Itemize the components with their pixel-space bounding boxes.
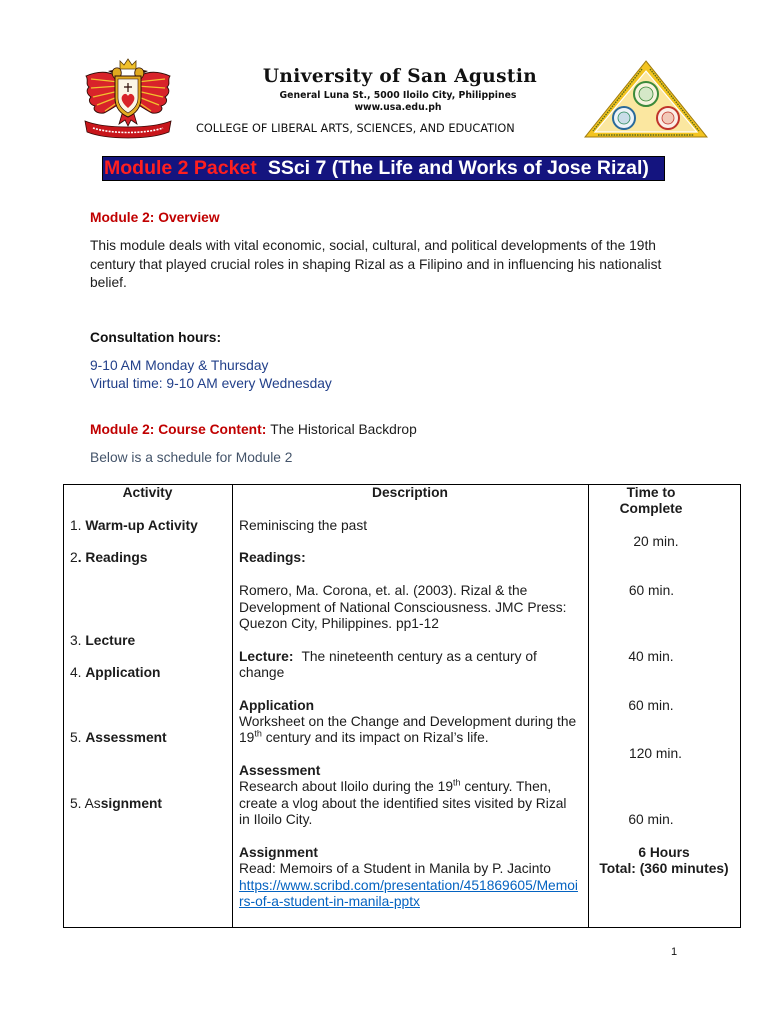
overview-text-line: century that played crucial roles in shaping Rizal as a Filipino and in influencing his nationalist: [90, 257, 662, 272]
header-time: Time to: [626, 485, 676, 500]
time-assessment: 120 min.: [629, 746, 682, 761]
activity-label: Warm-up Activity: [85, 518, 198, 533]
application-text: [239, 729, 489, 746]
course-content-line: [90, 421, 417, 438]
description-application-heading: Application: [239, 698, 315, 713]
activity-number: 3.: [70, 633, 86, 648]
assessment-text: [239, 778, 551, 795]
assignment-link[interactable]: rs-of-a-student-in-manila-pptx: [239, 894, 420, 909]
text-fragment: Research about Iloilo during the 19: [239, 779, 453, 794]
header-activity: Activity: [122, 485, 173, 500]
packet-label: Module 2 Packet: [104, 157, 257, 179]
course-content-topic: The Historical Backdrop: [270, 422, 417, 437]
page-number: 1: [671, 946, 678, 958]
time-readings: 60 min.: [628, 583, 675, 598]
description-warm-up: Reminiscing the past: [239, 518, 368, 533]
activity-assignment: [70, 795, 162, 812]
activity-lecture: [70, 632, 135, 649]
college-triangle-seal-icon: [584, 60, 708, 138]
column-divider: [232, 484, 233, 928]
readings-citation-line: Quezon City, Philippines. pp1-12: [239, 616, 439, 631]
activity-warm-up: [70, 517, 198, 534]
activity-assessment: [70, 729, 167, 746]
activity-label: . Readings: [77, 550, 148, 565]
overview-text-line: This module deals with vital economic, social, cultural, and political developments of the 19th: [90, 238, 656, 253]
activity-number: 5. As: [70, 796, 101, 811]
course-content-label: Module 2: Course Content:: [90, 422, 267, 437]
overview-heading: Module 2: Overview: [90, 210, 220, 225]
total-minutes: Total: (360 minutes): [599, 861, 729, 876]
university-website: www.usa.edu.ph: [354, 102, 442, 113]
time-application: 60 min.: [628, 698, 674, 713]
ordinal-superscript: th: [254, 728, 262, 739]
schedule-intro: Below is a schedule for Module 2: [90, 450, 293, 465]
text-fragment: century. Then,: [460, 779, 552, 794]
university-name: University of San Agustin: [262, 66, 538, 87]
activity-label: Assessment: [85, 730, 167, 745]
application-text: Worksheet on the Change and Development during the: [239, 714, 577, 729]
activity-number: 5.: [70, 730, 86, 745]
consultation-time: Virtual time: 9-10 AM every Wednesday: [90, 376, 332, 391]
text-fragment: century and its impact on Rizal’s life.: [261, 730, 489, 745]
header-time: Complete: [619, 501, 683, 516]
activity-label: signment: [100, 796, 163, 811]
activity-number: 2: [70, 550, 78, 565]
lecture-text: change: [239, 665, 285, 680]
description-assignment-heading: Assignment: [239, 845, 318, 860]
university-address: General Luna St., 5000 Iloilo City, Philippines: [279, 90, 517, 101]
text-fragment: 19: [239, 730, 255, 745]
activity-number: 4.: [70, 665, 86, 680]
description-readings-heading: Readings:: [239, 550, 306, 565]
time-assignment: 60 min.: [628, 812, 674, 827]
overview-text-line: belief.: [90, 275, 127, 290]
readings-citation-line: Development of National Consciousness. JMC Press:: [239, 600, 567, 615]
time-lecture: 40 min.: [628, 649, 674, 664]
activity-label: Application: [85, 665, 161, 680]
lecture-text: The nineteenth century as a century of: [301, 649, 537, 664]
description-lecture: [239, 648, 537, 665]
consultation-heading: Consultation hours:: [90, 330, 222, 345]
lecture-heading: Lecture:: [239, 649, 294, 664]
description-assessment-heading: Assessment: [239, 763, 321, 778]
ordinal-superscript: th: [453, 777, 461, 788]
header-description: Description: [372, 485, 448, 500]
university-crest-icon: [83, 58, 173, 140]
activity-application: [70, 664, 160, 681]
time-warm-up: 20 min.: [633, 534, 679, 549]
assignment-text: Read: Memoirs of a Student in Manila by P. Jacinto: [239, 861, 551, 876]
assessment-text: create a vlog about the identified sites visited by Rizal: [239, 796, 567, 811]
module-title-bar: [102, 156, 665, 181]
activity-label: Lecture: [85, 633, 136, 648]
assessment-text: in Iloilo City.: [239, 812, 313, 827]
consultation-time: 9-10 AM Monday & Thursday: [90, 358, 269, 373]
activity-readings: [70, 549, 147, 566]
readings-citation-line: Romero, Ma. Corona, et. al. (2003). Rizal & the: [239, 583, 528, 598]
college-name: COLLEGE OF LIBERAL ARTS, SCIENCES, AND EDUCATION: [196, 122, 515, 135]
total-hours: 6 Hours: [638, 845, 690, 860]
assignment-link[interactable]: https://www.scribd.com/presentation/451869605/Memoi: [239, 878, 578, 893]
course-title: SSci 7 (The Life and Works of Jose Rizal): [267, 157, 649, 179]
activity-number: 1.: [70, 518, 86, 533]
